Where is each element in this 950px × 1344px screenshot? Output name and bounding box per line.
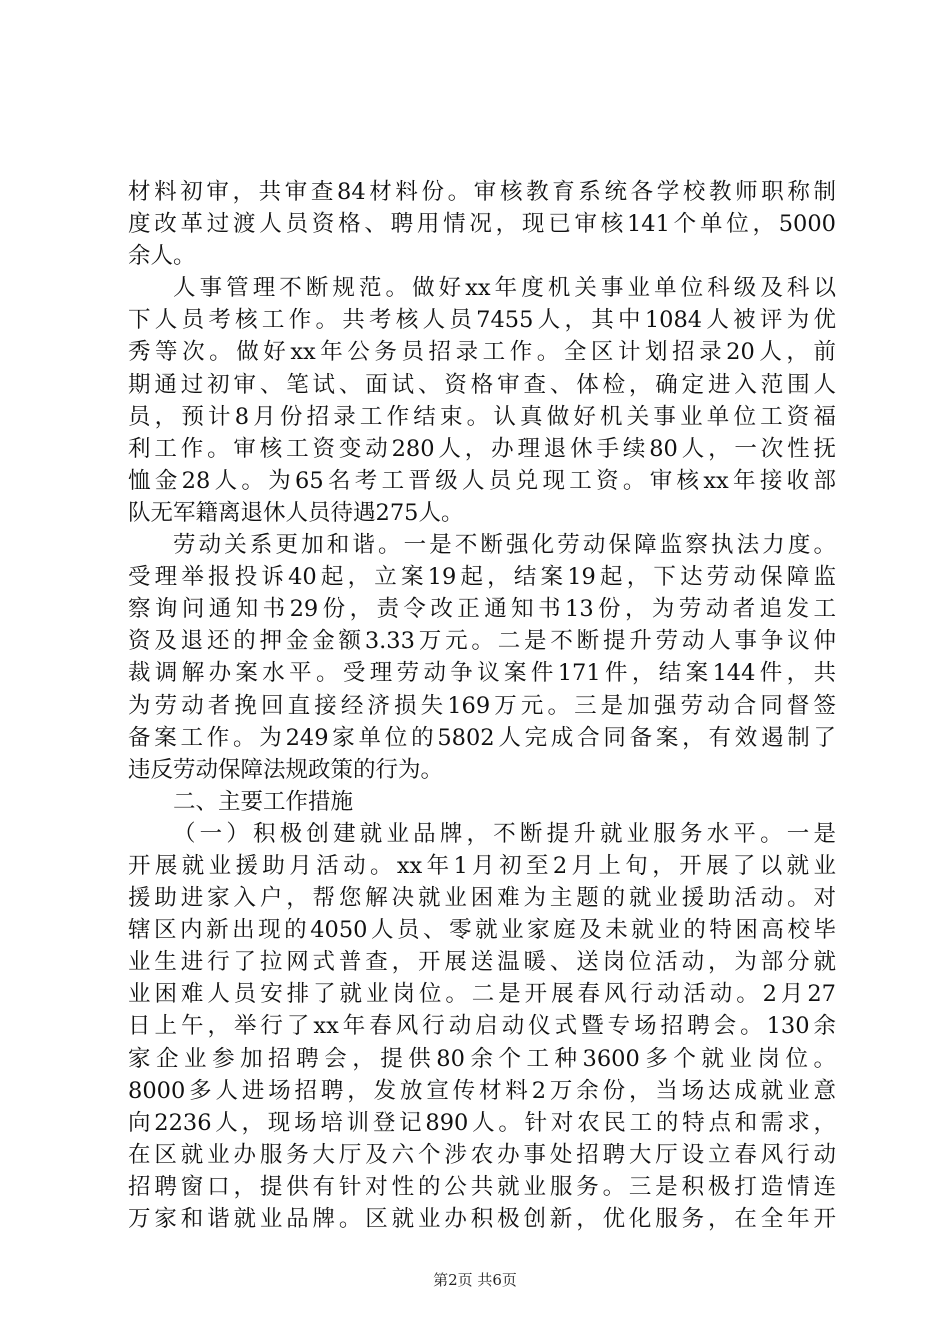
text-line: 向2236人，现场培训登记890人。针对农民工的特点和需求， (128, 1109, 836, 1136)
text-line: 员，预计8月份招录工作结束。认真做好机关事业单位工资福 (128, 403, 836, 430)
text-line: 秀等次。做好xx年公务员招录工作。全区计划招录20人，前 (128, 339, 836, 366)
page-footer: 第2页 共6页 (433, 1271, 517, 1289)
text-line: 违反劳动保障法规政策的行为。 (128, 756, 444, 783)
text-line: 为劳动者挽回直接经济损失169万元。三是加强劳动合同督签 (128, 692, 836, 719)
text-line: 资及退还的押金金额3.33万元。二是不断提升劳动人事争议仲 (128, 628, 836, 655)
text-line: 日上午，举行了xx年春风行动启动仪式暨专场招聘会。130余 (128, 1013, 836, 1040)
body-text (128, 176, 836, 1235)
text-line: 余人。 (128, 243, 196, 270)
text-line: 援助进家入户，帮您解决就业困难为主题的就业援助活动。对 (128, 885, 836, 912)
text-line: 裁调解办案水平。受理劳动争议案件171件，结案144件，共 (128, 660, 836, 687)
text-line: 队无军籍离退休人员待遇275人。 (128, 499, 464, 526)
text-line: 在区就业办服务大厅及六个涉农办事处招聘大厅设立春风行动 (128, 1141, 836, 1168)
text-line: 期通过初审、笔试、面试、资格审查、体检，确定进入范围人 (128, 371, 836, 398)
text-line: 度改革过渡人员资格、聘用情况，现已审核141个单位，5000 (128, 211, 836, 238)
text-line: 利工作。审核工资变动280人，办理退休手续80人，一次性抚 (128, 435, 836, 462)
text-line: 材料初审，共审查84材料份。审核教育系统各学校教师职称制 (128, 179, 836, 205)
section-heading: 二、主要工作措施 (173, 788, 354, 815)
text-line: 察询问通知书29份，责令改正通知书13份，为劳动者追发工 (128, 596, 836, 623)
text-line: 人事管理不断规范。做好xx年度机关事业单位科级及科以 (173, 275, 836, 302)
text-line: 招聘窗口，提供有针对性的公共就业服务。三是积极打造情连 (128, 1173, 836, 1200)
text-line: 8000多人进场招聘，发放宣传材料2万余份，当场达成就业意 (128, 1077, 836, 1104)
text-line: 恤金28人。为65名考工晋级人员兑现工资。审核xx年接收部 (128, 467, 836, 494)
text-line: 辖区内新出现的4050人员、零就业家庭及未就业的特困高校毕 (128, 917, 836, 944)
text-line: 下人员考核工作。共考核人员7455人，其中1084人被评为优 (128, 307, 836, 334)
text-line: 备案工作。为249家单位的5802人完成合同备案，有效遏制了 (128, 724, 836, 751)
text-line: 劳动关系更加和谐。一是不断强化劳动保障监察执法力度。 (173, 532, 836, 559)
text-line: 业生进行了拉网式普查，开展送温暖、送岗位活动，为部分就 (128, 949, 836, 976)
text-line: 家企业参加招聘会，提供80余个工种3600多个就业岗位。 (128, 1045, 836, 1072)
text-line: 开展就业援助月活动。xx年1月初至2月上旬，开展了以就业 (128, 852, 836, 879)
text-line: （一）积极创建就业品牌，不断提升就业服务水平。一是 (173, 820, 836, 847)
text-line: 业困难人员安排了就业岗位。二是开展春风行动活动。2月27 (128, 981, 836, 1008)
text-line: 受理举报投诉40起，立案19起，结案19起，下达劳动保障监 (128, 564, 836, 591)
text-line: 万家和谐就业品牌。区就业办积极创新，优化服务，在全年开 (128, 1206, 836, 1232)
